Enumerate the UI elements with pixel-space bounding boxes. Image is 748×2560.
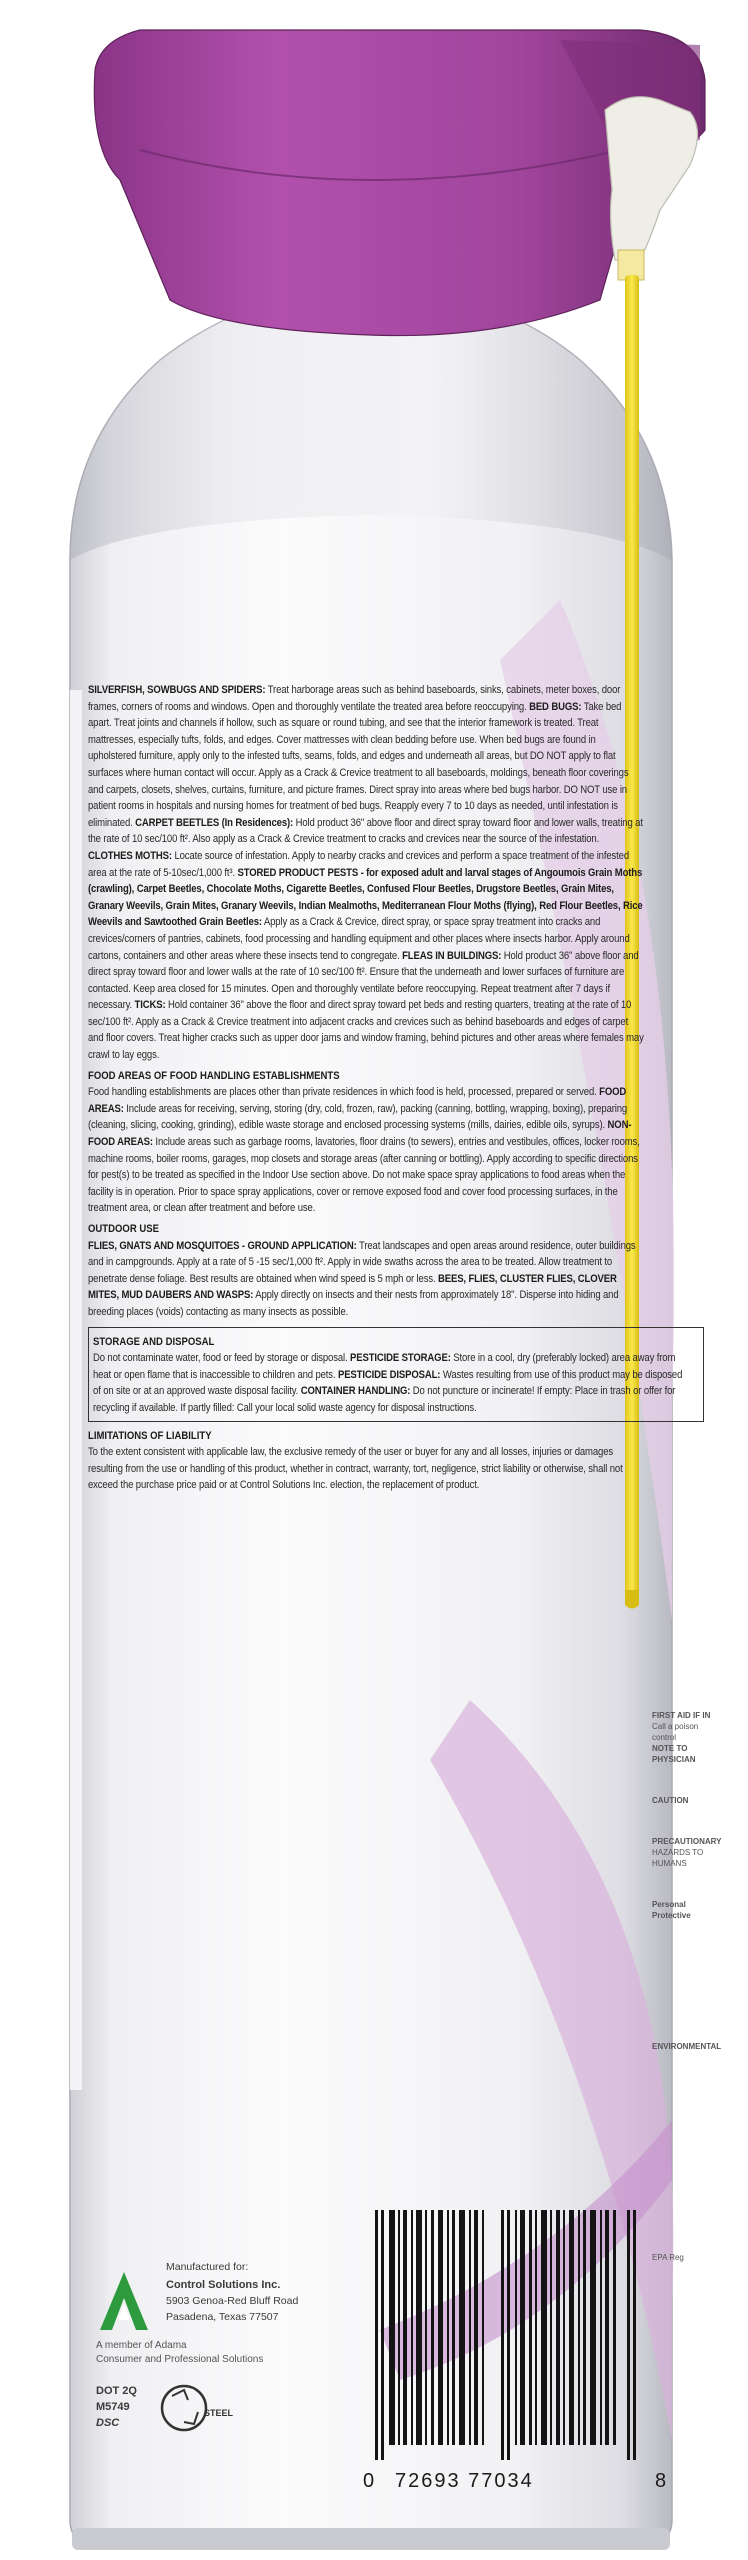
food-heading: FOOD AREAS: [88, 1086, 627, 1115]
side-text-line: FIRST AID IF IN [652, 1711, 711, 1720]
outdoor-heading: BEES, FLIES, CLUSTER FLIES, CLOVER MITES, MUD DAUBERS AND WASPS: [88, 1272, 617, 1302]
outdoor-heading: FLIES, GNATS AND MOSQUITOES - GROUND APPLICATION: [88, 1239, 357, 1252]
side-text-line: PRECAUTIONARY [652, 1837, 722, 1846]
side-panel-text [652, 1710, 722, 2263]
storage-text: Do not contaminate water, food or feed by storage or disposal. [93, 1352, 351, 1365]
food-text: Food handling establishments are places other than private residences in which food is held, processed, prepared or served. [88, 1086, 600, 1099]
barcode-number [363, 2470, 669, 2496]
adama-logo-icon [96, 2268, 152, 2338]
outdoor-text: Apply directly on insects and their nests from approximately 18". Disperse into hiding and breeding places (voids) contacting as many insects as possible. [88, 1289, 619, 1318]
storage-heading: STORAGE AND DISPOSAL [93, 1335, 215, 1348]
pest-text: Apply as a Crack & Crevice, direct spray, or space spray treatment into cracks and crevices/corners of pantries, cabinets, food processing and handling equipment and other places where insects harbor. Apply around cartons, containers and other areas where these insects tend to congregate. [88, 916, 630, 962]
side-text-line: Personal Protective [652, 1900, 691, 1920]
food-heading: NON-FOOD AREAS: [88, 1119, 632, 1149]
barcode-right-digit: 8 [655, 2470, 669, 2492]
side-text-line: HAZARDS TO HUMANS [652, 1848, 704, 1868]
side-text-line: CAUTION [652, 1796, 689, 1805]
pest-text: Hold product 36" above floor and direct spray toward floor and lower walls, treating at the rate of 10 sec/100 ft². Also apply as a Crack & Crevice treatment to cracks and crevices near the source of the infestation. [88, 816, 643, 846]
pests-paragraph [88, 682, 646, 1064]
steel-label: STEEL [204, 2408, 234, 2418]
storage-text: Do not puncture or incinerate! If empty: Place in trash or offer for recycling if available. If partly filled: Call your local solid waste agency for disposal instructions. [93, 1385, 676, 1414]
company-name: Control Solutions Inc. [166, 2279, 281, 2291]
address-line-1: 5903 Genoa-Red Bluff Road [166, 2295, 299, 2307]
storage-text: Wastes resulting from use of this product may be disposed of on site or at an approved waste disposal facility. [93, 1368, 683, 1398]
storage-label: PESTICIDE DISPOSAL: [337, 1368, 441, 1381]
barcode-middle-digits: 72693 77034 [395, 2470, 534, 2492]
pest-heading: BED BUGS: [529, 700, 582, 713]
pest-heading: SILVERFISH, SOWBUGS AND SPIDERS: [88, 684, 266, 696]
barcode-left-digit: 0 [363, 2470, 377, 2492]
m-code: M5749 [96, 2401, 130, 2413]
liability-heading: LIMITATIONS OF LIABILITY [88, 1429, 212, 1442]
member-of-text: A member of Adama [96, 2340, 187, 2351]
pest-heading: STORED PRODUCT PESTS - for exposed adult and larval stages of Angoumois Grain Moths (crawling), Carpet Beetles, Chocolate Moths, Cigarette Beetles, Confused Flour Beetles, Drugstore Beetles, Grain Mites, Granary Weevils, Grain Mites, Granary Weevils, Indian Mealmoths, Mediterranean Flour Moths (flying), Red Flour Beetles, Rice Weevils and Sawtoothed Grain Beetles: [88, 866, 643, 929]
tagline-text: Consumer and Professional Solutions [96, 2354, 264, 2365]
pest-heading: CLOTHES MOTHS: [88, 849, 172, 862]
address-line-2: Pasadena, Texas 77507 [166, 2311, 279, 2323]
pest-heading: TICKS: [134, 999, 166, 1012]
side-text-line: EPA Reg [652, 2253, 684, 2262]
food-areas-heading: FOOD AREAS OF FOOD HANDLING ESTABLISHMENTS [88, 1069, 340, 1082]
side-text-line: ENVIRONMENTAL [652, 2042, 722, 2051]
upc-barcode [375, 2210, 640, 2460]
pest-text: Hold product 36" above floor and direct spray toward floor and lower walls at the rate of 10 sec/100 ft². Ensure that the underneath and lower surfaces of furniture are contacted. Keep area closed for 15 minutes. Open and thoroughly ventilate before reoccupying. Repeat treatment after 7 days if necessary. [88, 949, 639, 1012]
food-areas-paragraph [88, 1084, 646, 1217]
outdoor-use-heading: OUTDOOR USE [88, 1223, 159, 1235]
storage-disposal-box [88, 1327, 704, 1422]
dot-code: DOT 2Q [96, 2385, 137, 2397]
storage-label: CONTAINER HANDLING: [300, 1385, 411, 1398]
outdoor-paragraph [88, 1238, 646, 1321]
side-text-line: Call a poison control [652, 1722, 699, 1742]
pest-text: Hold container 36" above the floor and direct spray toward pet beds and resting quarters, treating at the rate of 10 sec/100 ft². Apply as a Crack & Crevice treatment into adjacent cracks and crevices such as behind baseboards and edges of carpet and floor covers. Treat higher cracks such as upper door jams and window framing, behind pictures and other areas where females may crawl to lay eggs. [88, 999, 644, 1062]
pest-heading: FLEAS IN BUILDINGS: [402, 949, 502, 962]
side-text-line: NOTE TO PHYSICIAN [652, 1744, 696, 1764]
pest-text: Treat harborage areas such as behind baseboards, sinks, cabinets, meter boxes, door frames, corners of rooms and windows. Open and thoroughly ventilate the treated area before reoccupying. [88, 684, 621, 713]
food-text: Include areas for receiving, serving, storing (dry, cold, frozen, raw), packing (canning, bottling, wrapping, boxing), preparing (cleaning, slicing, cooking, grinding), edible waste storage and enclosed processing systems (mills, dairies, edible oils, syrups). [88, 1102, 628, 1132]
storage-paragraph [93, 1350, 687, 1416]
manufactured-for-label: Manufactured for: [166, 2261, 249, 2273]
storage-label: PESTICIDE STORAGE: [350, 1352, 451, 1365]
pest-text: Take bed apart. Treat joints and channels if hollow, such as square or round tubing, and see that the interior framework is treated. Treat mattresses, especially tufts, folds, and edges. Cover mattresses with clean bedding before use. When bed bugs are found in upholstered furniture, apply only to the infested tufts, seams, folds, and edges and underneath all areas, but DO NOT apply to flat surfaces where human contact will occur. Apply as a Crack & Crevice treatment to all baseboards, moldings, beneath floor coverings and carpets, closets, shelves, curtains, furniture, and picture frames. Direct spray into areas where bed bugs harbor. DO NOT use in patient rooms in hospitals and nursing homes for treatment of bed bugs. Reapply every 7 to 10 days as needed, until infestation is eliminated. [88, 700, 629, 829]
storage-text: Store in a cool, dry (preferably locked) area away from heat or open flame that is inaccessible to children and pets. [93, 1352, 676, 1381]
outdoor-text: Treat landscapes and open areas around residence, outer buildings and in campgrounds. Apply at a rate of 5 -15 sec/1,000 ft². Apply in wide swaths across the area to be treated. Allow treatment to penetrate dense foliage. Best results are obtained when wind speed is 5 mph or less. [88, 1239, 636, 1285]
liability-paragraph: To the extent consistent with applicable law, the exclusive remedy of the user or buyer for any and all losses, injuries or damages resulting from the use or handling of this product, whether in contract, warranty, tort, negligence, strict liability or otherwise, shall not exceed the purchase price paid or at Control Solutions Inc. election, the replacement of product. [88, 1446, 623, 1492]
pest-heading: CARPET BEETLES (In Residences): [135, 816, 294, 829]
food-text: Include areas such as garbage rooms, lavatories, floor drains (to sewers), entries and vestibules, offices, locker rooms, machine rooms, boiler rooms, garages, mop closets and storage areas (after canning or bottling). Apply according to specific directions for pest(s) to be treated as specified in the Indoor Use section above. Do not make space spray applications to food areas when the facility is in operation. Prior to space spray applications, cover or remove exposed food and cover food processing surfaces, in the treatment area, or clean after treatment and before use. [88, 1136, 640, 1215]
dsc-code: DSC [96, 2417, 120, 2429]
pest-text: Locate source of infestation. Apply to nearby cracks and crevices and perform a space treatment of the infested area at the rate of 5-10sec/1,000 ft³. [88, 849, 630, 879]
